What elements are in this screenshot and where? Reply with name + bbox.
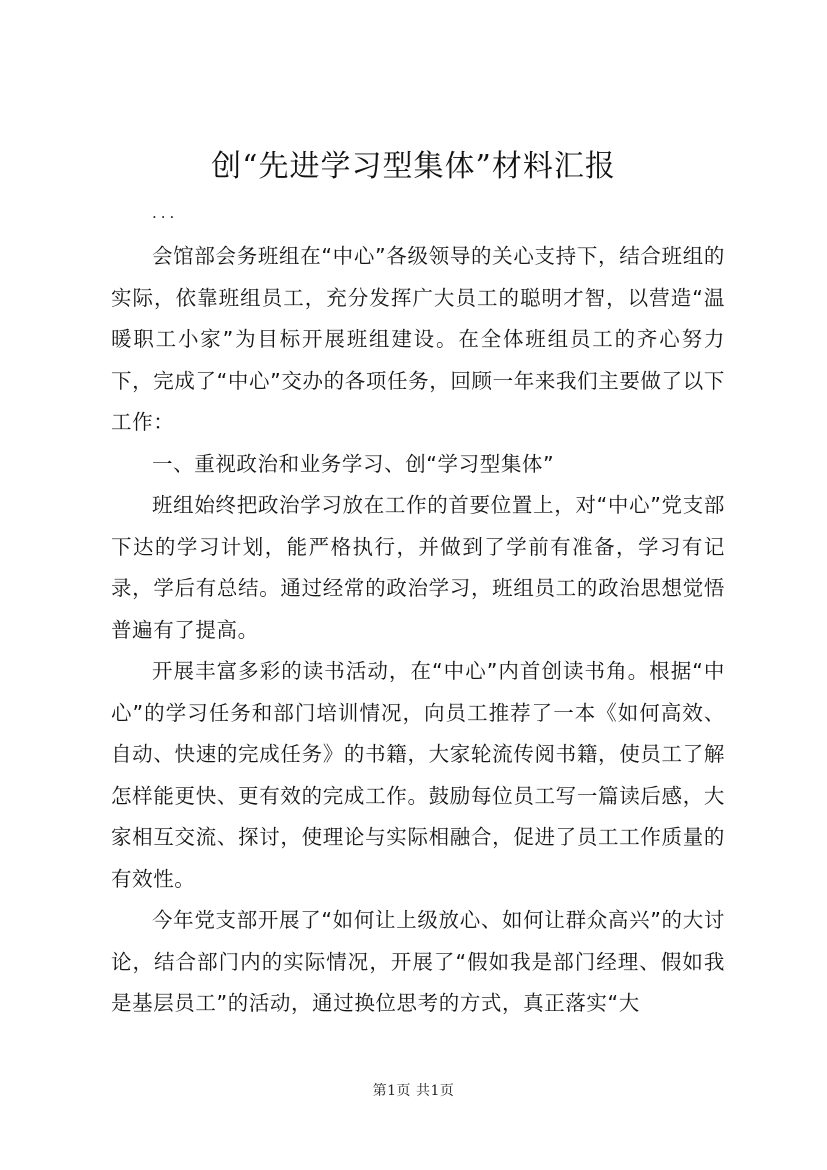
paragraph-reading-activity: 开展丰富多彩的读书活动，在“中心”内首创读书角。根据“中心”的学习任务和部门培训情况，向员工推荐了一本《如何高效、自动、快速的完成任务》的书籍，大家轮流传阅书籍，使员工了解怎样能更快、更有效的完成工作。鼓励每位员工写一篇读后感，大家相互交流、探讨，使理论与实际相融合，促进了员工工作质量的有效性。 [111, 659, 725, 891]
ellipsis-marker: ... [152, 204, 179, 222]
paragraph-discussion: 今年党支部开展了“如何让上级放心、如何让群众高兴”的大讨论，结合部门内的实际情况，开展了“假如我是部门经理、假如我是基层员工”的活动，通过换位思考的方式，真正落实“大 [111, 908, 725, 1015]
document-title: 创“先进学习型集体”材料汇报 [211, 149, 616, 184]
document-body [111, 236, 725, 1025]
paragraph-political-study: 班组始终把政治学习放在工作的首要位置上，对“中心”党支部下达的学习计划，能严格执行，并做到了学前有准备，学习有记录，学后有总结。通过经常的政治学习，班组员工的政治思想觉悟普遍有了提高。 [111, 493, 725, 642]
paragraph-intro: 会馆部会务班组在“中心”各级领导的关心支持下，结合班组的实际，依靠班组员工，充分发挥广大员工的聪明才智，以营造“温暖职工小家”为目标开展班组建设。在全体班组员工的齐心努力下，完成了“中心”交办的各项任务，回顾一年来我们主要做了以下工作： [111, 244, 725, 434]
page-footer: 第1页 共1页 [372, 1083, 455, 1099]
section-heading: 一、重视政治和业务学习、创“学习型集体” [152, 451, 555, 476]
